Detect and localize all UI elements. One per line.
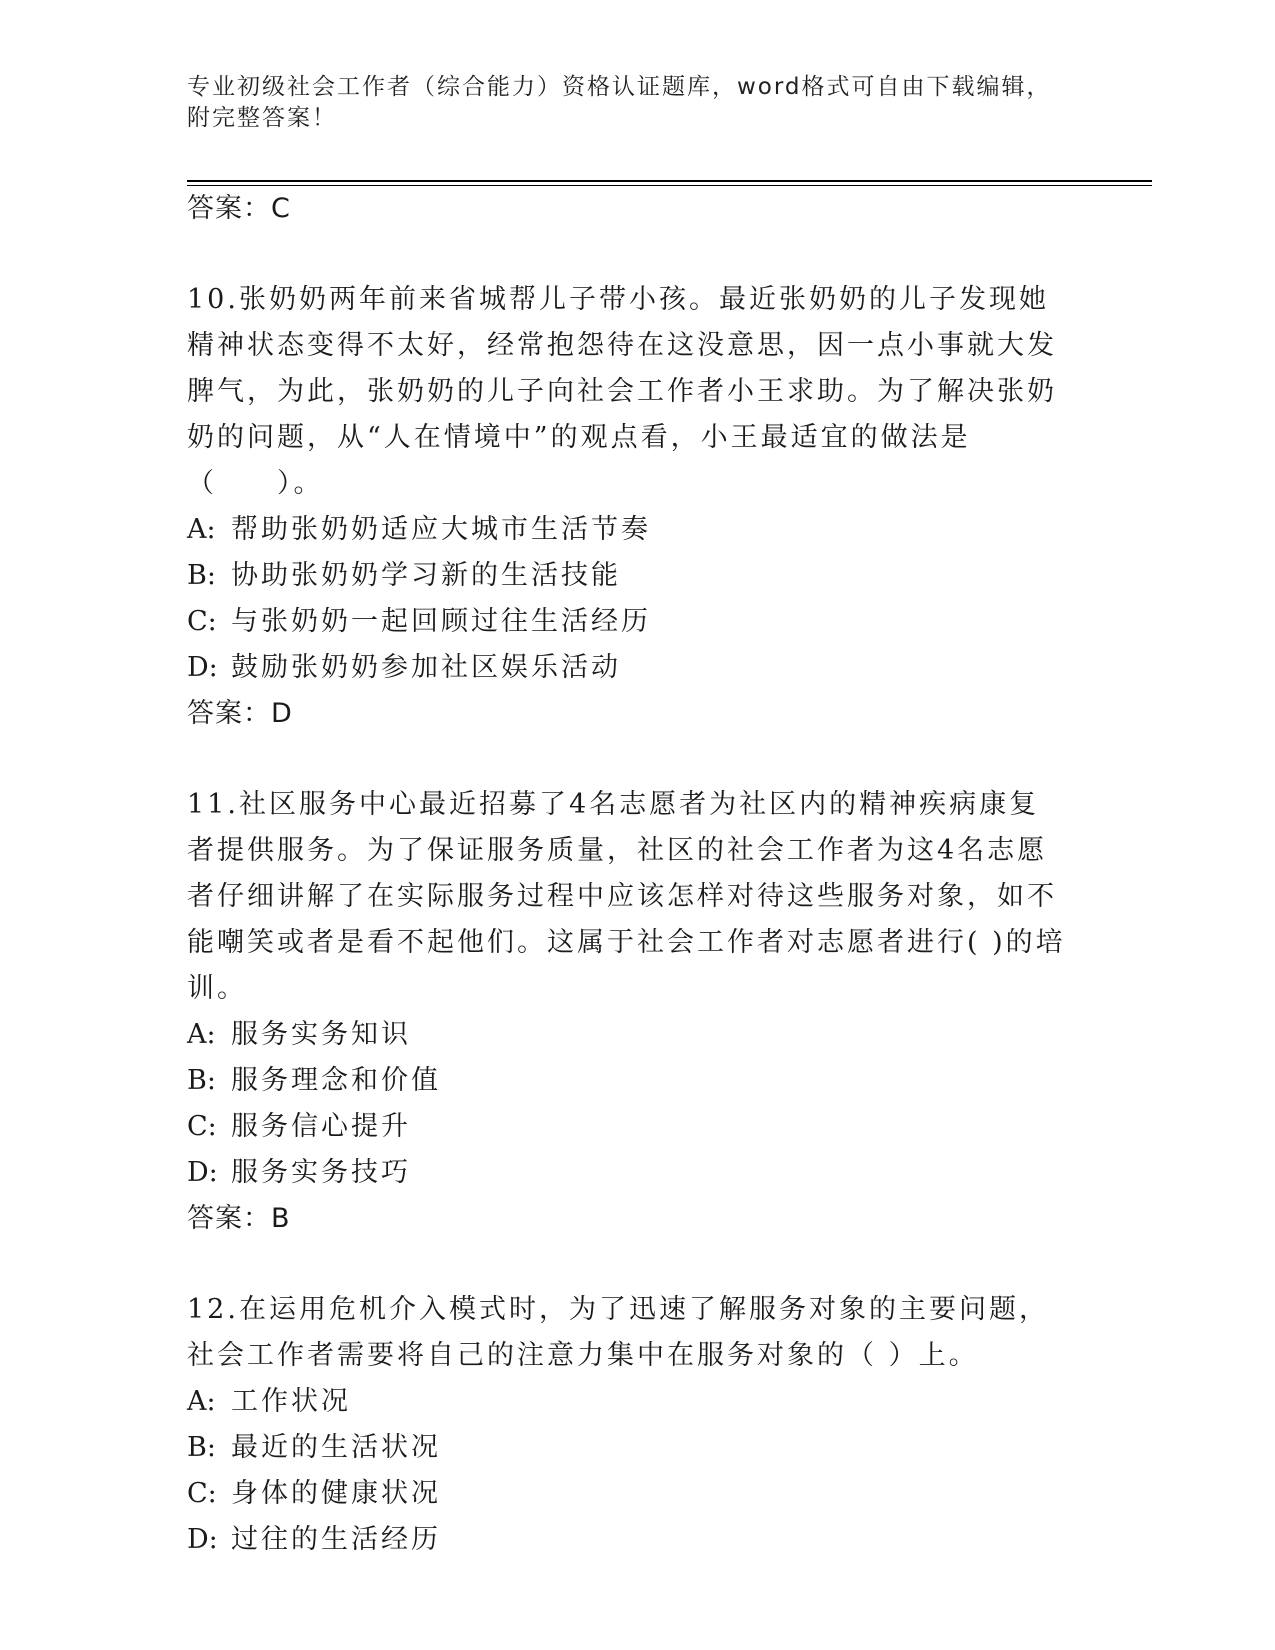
option-letter: C: [187, 606, 217, 637]
option-letter: C: [187, 1478, 217, 1509]
option-text: 协助张奶奶学习新的生活技能 [231, 560, 621, 591]
option-letter: D: [187, 652, 218, 683]
option-text: 最近的生活状况 [231, 1432, 441, 1463]
document-body [187, 186, 1087, 1563]
option-c [187, 599, 1087, 645]
option-letter: A: [187, 514, 216, 545]
option-letter: A: [187, 1019, 216, 1050]
option-letter: D: [187, 1524, 218, 1555]
option-c [187, 1104, 1087, 1150]
option-text: 服务理念和价值 [231, 1065, 441, 1096]
option-text: 工作状况 [231, 1386, 351, 1417]
option-a [187, 1379, 1087, 1425]
option-text: 身体的健康状况 [231, 1478, 441, 1509]
answer-line: 答案：D [187, 698, 293, 729]
question-stem: 10.张奶奶两年前来省城帮儿子带小孩。最近张奶奶的儿子发现她精神状态变得不太好，经常抱怨待在这没意思，因一点小事就大发脾气，为此，张奶奶的儿子向社会工作者小王求助。为了解决张奶奶的问题，从“人在情境中”的观点看，小王最适宜的做法是（ ）。 [187, 284, 1057, 499]
question-block [187, 782, 1087, 1242]
option-letter: A: [187, 1386, 216, 1417]
spacer [187, 1242, 1087, 1287]
option-c [187, 1471, 1087, 1517]
question-block [187, 277, 1087, 737]
option-text: 服务信心提升 [231, 1111, 411, 1142]
spacer [187, 737, 1087, 782]
option-b [187, 1425, 1087, 1471]
option-text: 服务实务技巧 [231, 1157, 411, 1188]
header-divider-thick [187, 180, 1152, 182]
option-a [187, 1012, 1087, 1058]
option-text: 鼓励张奶奶参加社区娱乐活动 [231, 652, 621, 683]
option-text: 过往的生活经历 [231, 1524, 441, 1555]
option-text: 帮助张奶奶适应大城市生活节奏 [231, 514, 651, 545]
option-letter: B: [187, 1065, 216, 1096]
option-letter: C: [187, 1111, 217, 1142]
question-stem: 11.社区服务中心最近招募了4名志愿者为社区内的精神疾病康复者提供服务。为了保证服务质量，社区的社会工作者为这4名志愿者仔细讲解了在实际服务过程中应该怎样对待这些服务对象，如不能嘲笑或者是看不起他们。这属于社会工作者对志愿者进行( )的培训。 [187, 789, 1066, 1004]
question-block [187, 1287, 1087, 1563]
option-b [187, 553, 1087, 599]
option-text: 服务实务知识 [231, 1019, 411, 1050]
option-letter: B: [187, 1432, 216, 1463]
question-stem: 12.在运用危机介入模式时，为了迅速了解服务对象的主要问题，社会工作者需要将自己的注意力集中在服务对象的（ ）上。 [187, 1294, 1049, 1371]
document-header: 专业初级社会工作者（综合能力）资格认证题库，word格式可自由下载编辑，附完整答案！ [187, 74, 1052, 131]
answer-line: 答案：B [187, 1203, 291, 1234]
spacer [187, 232, 1087, 277]
option-letter: D: [187, 1157, 218, 1188]
answer-line: 答案：C [187, 193, 291, 224]
option-d [187, 1517, 1087, 1563]
option-d [187, 645, 1087, 691]
option-text: 与张奶奶一起回顾过往生活经历 [231, 606, 651, 637]
option-a [187, 507, 1087, 553]
option-d [187, 1150, 1087, 1196]
option-b [187, 1058, 1087, 1104]
option-letter: B: [187, 560, 216, 591]
